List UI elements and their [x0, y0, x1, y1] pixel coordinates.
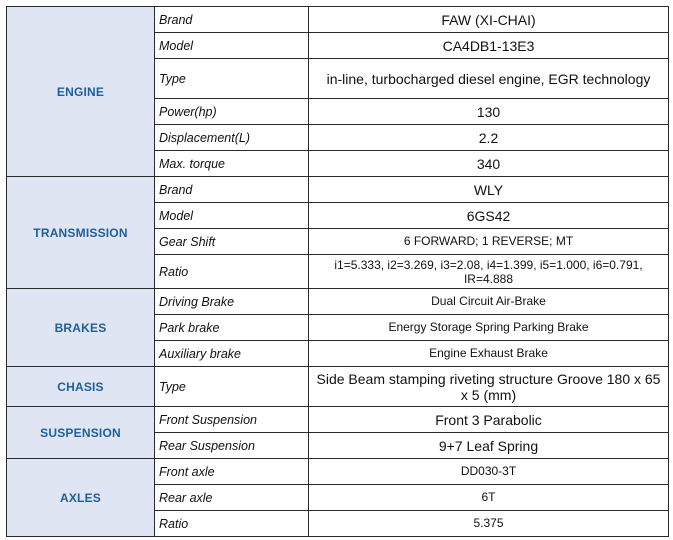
section-brakes: BRAKES [7, 289, 155, 367]
row-value: 130 [309, 99, 669, 125]
row-value: Dual Circuit Air-Brake [309, 289, 669, 315]
table-row [7, 407, 669, 433]
row-label: Driving Brake [155, 289, 309, 315]
row-label: Max. torque [155, 151, 309, 177]
table-row [7, 177, 669, 203]
section-transmission: TRANSMISSION [7, 177, 155, 289]
row-label: Rear Suspension [155, 433, 309, 459]
spec-table [6, 6, 669, 537]
row-value: 5.375 [309, 511, 669, 537]
row-value: CA4DB1-13E3 [309, 33, 669, 59]
section-axles: AXLES [7, 459, 155, 537]
row-label: Ratio [155, 255, 309, 289]
section-engine: ENGINE [7, 7, 155, 177]
row-label: Front Suspension [155, 407, 309, 433]
table-row [7, 289, 669, 315]
row-label: Gear Shift [155, 229, 309, 255]
row-label: Ratio [155, 511, 309, 537]
row-value: Energy Storage Spring Parking Brake [309, 315, 669, 341]
row-value: FAW (XI-CHAI) [309, 7, 669, 33]
row-value: 6T [309, 485, 669, 511]
row-label: Type [155, 367, 309, 407]
row-label: Brand [155, 177, 309, 203]
row-label: Brand [155, 7, 309, 33]
row-label: Power(hp) [155, 99, 309, 125]
table-row [7, 7, 669, 33]
row-label: Front axle [155, 459, 309, 485]
row-value: 6GS42 [309, 203, 669, 229]
row-value: 9+7 Leaf Spring [309, 433, 669, 459]
row-label: Displacement(L) [155, 125, 309, 151]
row-value: in-line, turbocharged diesel engine, EGR technology [309, 59, 669, 99]
row-value: DD030-3T [309, 459, 669, 485]
row-label: Model [155, 33, 309, 59]
row-value: 6 FORWARD; 1 REVERSE; MT [309, 229, 669, 255]
row-label: Park brake [155, 315, 309, 341]
section-chasis: CHASIS [7, 367, 155, 407]
row-value: i1=5.333, i2=3.269, i3=2.08, i4=1.399, i5=1.000, i6=0.791, IR=4.888 [309, 255, 669, 289]
row-value: Side Beam stamping riveting structure Groove 180 x 65 x 5 (mm) [309, 367, 669, 407]
row-value: Front 3 Parabolic [309, 407, 669, 433]
table-row [7, 459, 669, 485]
row-label: Rear axle [155, 485, 309, 511]
row-value: WLY [309, 177, 669, 203]
section-suspension: SUSPENSION [7, 407, 155, 459]
row-value: 340 [309, 151, 669, 177]
row-label: Type [155, 59, 309, 99]
table-row [7, 367, 669, 407]
row-value: 2.2 [309, 125, 669, 151]
row-value: Engine Exhaust Brake [309, 341, 669, 367]
row-label: Auxiliary brake [155, 341, 309, 367]
row-label: Model [155, 203, 309, 229]
